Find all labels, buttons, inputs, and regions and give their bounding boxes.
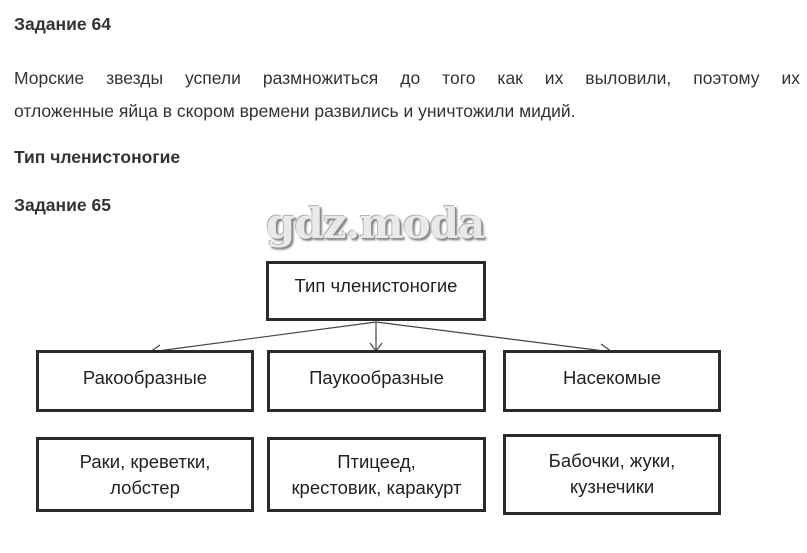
examples-text	[291, 449, 461, 501]
root-box	[266, 261, 486, 321]
examples-line-1: Бабочки, жуки,	[548, 450, 676, 471]
examples-line-1: Раки, креветки,	[79, 450, 211, 472]
task-64-answer	[14, 62, 800, 128]
category-label: Паукообразные	[309, 367, 444, 388]
examples-text	[549, 448, 676, 500]
section-heading: Тип членистоногие	[14, 147, 181, 167]
watermark: gdz.moda	[266, 199, 485, 248]
root-label: Тип членистоногие	[294, 275, 458, 296]
examples-line-2: лобстер	[110, 476, 180, 498]
examples-line-1: Птицеед,	[337, 450, 416, 472]
category-box-crustaceans	[36, 350, 254, 412]
category-label: Ракообразные	[82, 367, 208, 388]
examples-box-arachnids	[267, 437, 486, 512]
arrow-to-crustaceans	[150, 322, 376, 352]
category-label: Насекомые	[562, 367, 662, 388]
category-box-insects	[503, 350, 721, 412]
task-64-heading: Задание 64	[14, 14, 111, 34]
answer-line-2: отложенные яйца в скором времени развились и уничтожили мидий.	[14, 101, 576, 121]
examples-line-2: кузнечики	[569, 476, 655, 497]
category-box-arachnids	[267, 350, 486, 412]
examples-text	[80, 449, 211, 501]
answer-line-1: Морские звезды успели размножиться до того как их выловили, поэтому их	[14, 68, 800, 88]
arrow-to-insects	[376, 322, 612, 352]
examples-box-crustaceans	[36, 437, 254, 512]
task-65-heading: Задание 65	[14, 195, 111, 215]
examples-box-insects	[503, 434, 721, 515]
examples-line-2: крестовик, каракурт	[291, 476, 462, 498]
